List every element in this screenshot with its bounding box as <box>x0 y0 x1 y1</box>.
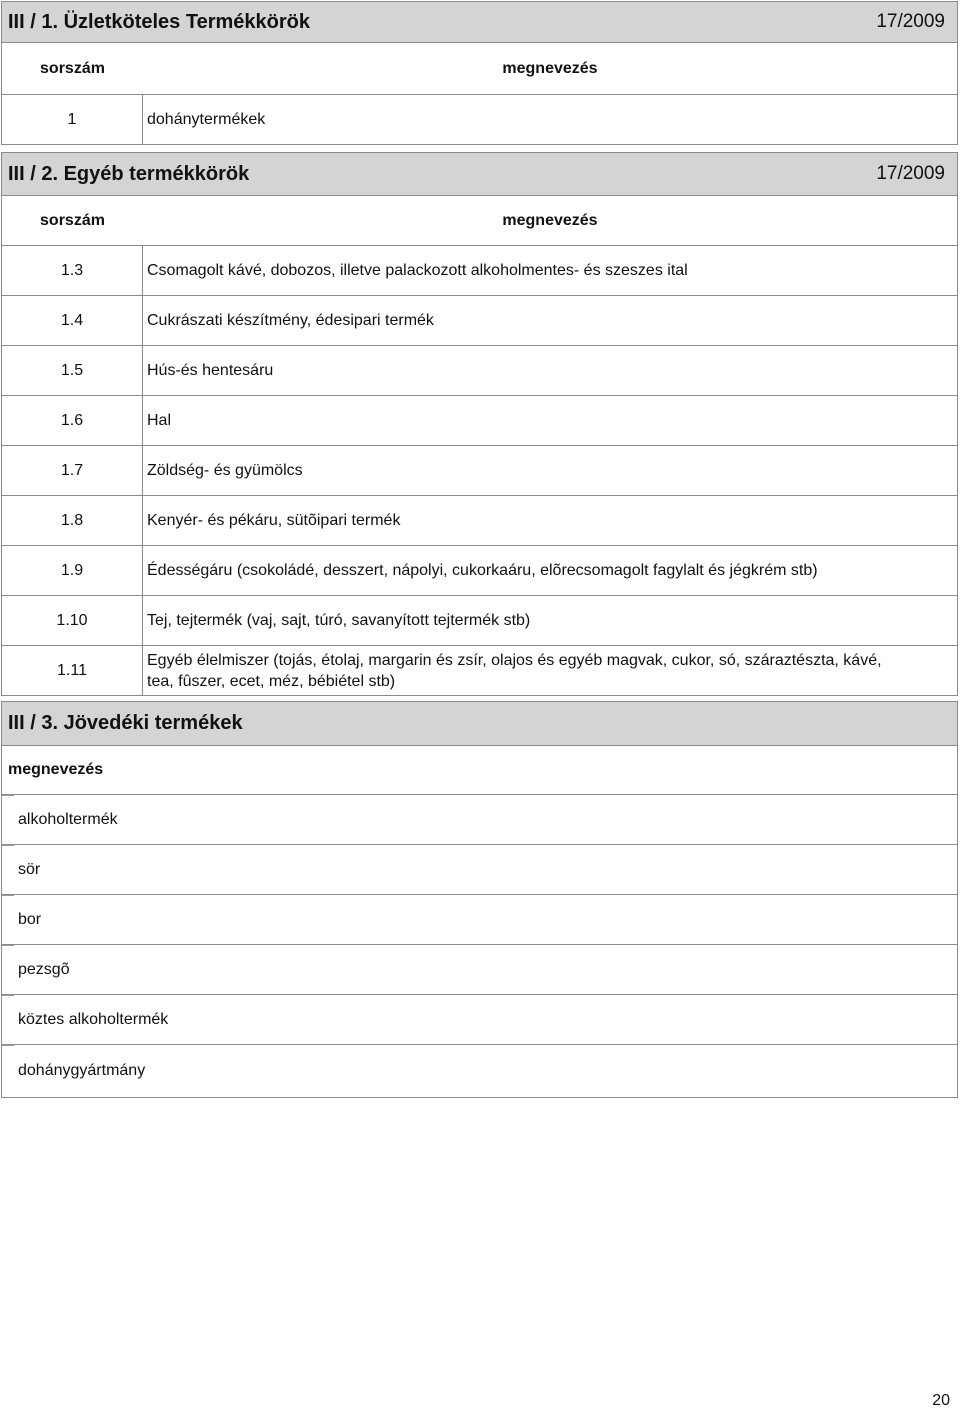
row-number: 1.5 <box>2 346 143 395</box>
section-1 <box>1 1 958 145</box>
row-name: Hal <box>147 412 172 429</box>
section-3 <box>1 701 958 1098</box>
list-item <box>1 845 958 895</box>
table-row <box>1 496 958 546</box>
row-name: Kenyér- és pékáru, sütõipari termék <box>147 512 401 529</box>
table-row <box>1 346 958 396</box>
section-2-title: III / 2. Egyéb termékkörök <box>8 162 250 185</box>
section-2-header <box>1 152 958 196</box>
row-name: Zöldség- és gyümölcs <box>147 462 303 479</box>
column-header-name: megnevezés <box>502 60 598 77</box>
column-header-number: sorszám <box>40 59 105 77</box>
row-number: 1.4 <box>2 296 143 345</box>
row-name: Cukrászati készítmény, édesipari termék <box>147 312 434 329</box>
table-row <box>1 546 958 596</box>
row-number: 1.8 <box>2 496 143 545</box>
table-row <box>1 95 958 145</box>
row-marker <box>2 845 14 846</box>
item-name: sör <box>18 860 41 878</box>
section-2 <box>1 152 958 696</box>
section-2-date: 17/2009 <box>876 163 945 184</box>
list-item <box>1 895 958 945</box>
item-name: dohánygyártmány <box>18 1062 146 1079</box>
row-number: 1.7 <box>2 446 143 495</box>
row-name: Tej, tejtermék (vaj, sajt, túró, savanyított tejtermék stb) <box>147 612 531 629</box>
section-3-header <box>1 701 958 746</box>
column-header-number: sorszám <box>40 211 105 229</box>
page-number: 20 <box>932 1392 950 1409</box>
list-item <box>1 1045 958 1098</box>
table-row <box>1 246 958 296</box>
table-row <box>1 396 958 446</box>
row-name: Csomagolt kávé, dobozos, illetve palackozott alkoholmentes- és szeszes ital <box>147 262 688 279</box>
list-item <box>1 795 958 845</box>
item-name: bor <box>18 910 42 928</box>
table-row <box>1 646 958 696</box>
section-2-table-header <box>1 196 958 246</box>
section-3-title: III / 3. Jövedéki termékek <box>8 712 243 734</box>
item-name: pezsgõ <box>18 960 70 978</box>
table-row <box>1 596 958 646</box>
row-name: Édességáru (csokoládé, desszert, nápolyi, cukorkaáru, elõrecsomagolt fagylalt és jégkrém stb) <box>147 562 818 579</box>
section-3-table-header <box>1 746 958 795</box>
section-1-title: III / 1. Üzletköteles Termékkörök <box>8 10 310 33</box>
row-marker <box>2 1045 14 1046</box>
table-row <box>1 296 958 346</box>
row-number: 1.3 <box>2 246 143 295</box>
row-number: 1 <box>2 95 143 144</box>
section-1-table-header <box>1 43 958 95</box>
item-name: köztes alkoholtermék <box>18 1010 169 1028</box>
row-name: Hús-és hentesáru <box>147 362 274 379</box>
list-item <box>1 945 958 995</box>
row-marker <box>2 895 14 896</box>
row-number: 1.6 <box>2 396 143 445</box>
section-1-date: 17/2009 <box>876 11 945 32</box>
table-row <box>1 446 958 496</box>
column-header-name: megnevezés <box>502 212 598 229</box>
row-number: 1.9 <box>2 546 143 595</box>
section-1-header <box>1 1 958 43</box>
row-number: 1.10 <box>2 596 143 645</box>
row-name: Egyéb élelmiszer (tojás, étolaj, margarin és zsír, olajos és egyéb magvak, cukor, só, száraztészta, kávé, tea, fûszer, ecet, méz, bébiétel stb) <box>147 651 882 690</box>
column-header-name: megnevezés <box>8 761 104 778</box>
list-item <box>1 995 958 1045</box>
row-marker <box>2 995 14 996</box>
row-name: dohánytermékek <box>147 111 266 128</box>
row-marker <box>2 795 14 796</box>
item-name: alkoholtermék <box>18 810 118 828</box>
row-marker <box>2 945 14 946</box>
row-number: 1.11 <box>2 646 143 695</box>
